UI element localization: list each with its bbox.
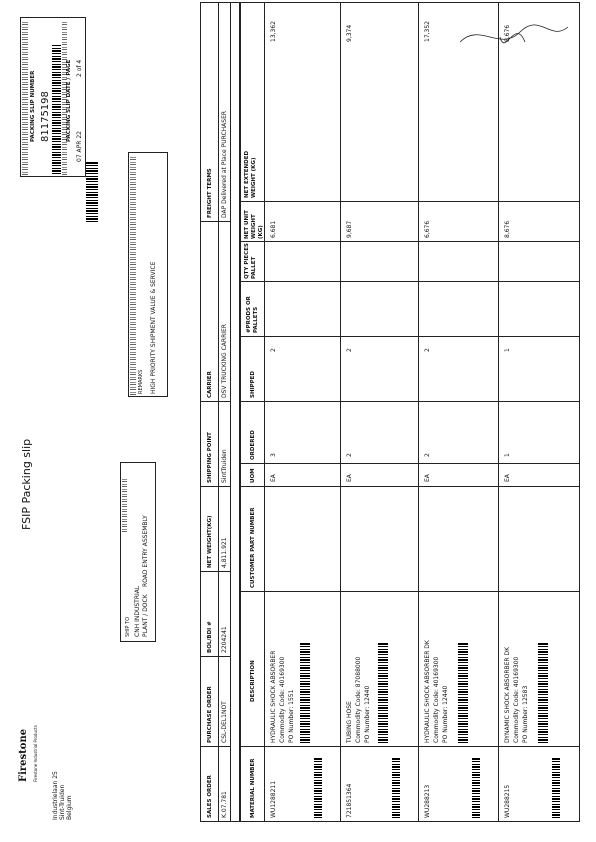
- header-bol-label: BOL/BDI #: [207, 621, 213, 653]
- header-freight-terms-value: DAP Delivered at Place PURCHASER: [221, 110, 228, 218]
- shipper-address-line2: Sint-Truiden: [59, 784, 66, 820]
- header-freight-terms-label: FREIGHT TERMS: [207, 168, 213, 218]
- slip-page: 2 of 4: [76, 59, 83, 77]
- order-header-table: [200, 2, 240, 822]
- row-barcode-2: [552, 758, 560, 818]
- row-barcode: [378, 643, 388, 743]
- column-description: DESCRIPTION: [250, 660, 256, 702]
- uom: EA: [424, 474, 431, 482]
- slip-number: 81175198: [40, 91, 51, 142]
- shipper-address-line1: Industrielaan 25: [52, 771, 59, 820]
- header-carrier-label: CARRIER: [207, 371, 213, 398]
- slip-number-noise: [22, 20, 28, 175]
- slip-number-label: PACKING SLIP NUMBER: [30, 70, 36, 142]
- company-logo: Firestone: [18, 728, 29, 782]
- ship-to-label: SHIP TO: [125, 616, 131, 637]
- header-carrier-value: DSV TRUCKING CARRIER: [221, 324, 228, 398]
- logo-tagline: Firestone Industrial Products: [33, 725, 38, 782]
- remarks-label: REMARKS: [138, 369, 144, 394]
- ship-to-line2: PLANT / DOCK: [142, 594, 149, 637]
- material-number: WU288215: [504, 784, 511, 818]
- description-line2: Commodity Code: 40169300: [279, 656, 286, 743]
- material-number: WU288213: [424, 784, 431, 818]
- ordered-qty: 2: [346, 453, 353, 457]
- column-ordered: ORDERED: [250, 430, 256, 460]
- header-net-weight-label: NET WEIGHT(KG): [207, 515, 213, 568]
- header-sales-order-value: K.07.781: [221, 791, 228, 818]
- row-barcode: [538, 643, 548, 743]
- remarks-text: HIGH PRIORITY SHIPMENT VALUE & SERVICE: [150, 261, 157, 394]
- ship-to-line3: ROAD ENTRY ASSEMBLY: [142, 515, 149, 587]
- row-barcode: [458, 643, 468, 743]
- slip-date: 07 APR 22: [76, 131, 83, 162]
- header-purchase-order-value: CSL-DEL1NOT: [221, 701, 228, 743]
- description-line2: Commodity Code: 87088000: [355, 656, 362, 743]
- column-uom: UOM: [250, 468, 256, 483]
- row-barcode-2: [472, 758, 480, 818]
- shipped-qty: 2: [424, 348, 431, 352]
- description-line1: HYDRAULIC SHOCK ABSORBER DK: [424, 640, 431, 743]
- shipper-address-line3: Belgium: [66, 795, 73, 820]
- ordered-qty: 2: [424, 453, 431, 457]
- description-line3: PO Number: 12583: [522, 685, 529, 743]
- ship-to-label-noise: [122, 477, 127, 532]
- description-line3: PO Number: 12440: [442, 685, 449, 743]
- slip-date-label: PACKING SLIP DATE / PAGE: [66, 59, 72, 142]
- material-number: 721851364: [346, 783, 353, 818]
- ordered-qty: 3: [270, 453, 277, 457]
- material-number: WU1288211: [270, 780, 277, 818]
- slip-number-barcode: [52, 44, 61, 174]
- header-bol-value: 2204241: [221, 626, 228, 653]
- column-qty-pieces: QTY PIECES PALLET: [244, 243, 257, 279]
- net-unit-weight: 6,681: [270, 220, 277, 238]
- description-line1: HYDRAULIC SHOCK ABSORBER: [270, 650, 277, 743]
- uom: EA: [270, 474, 277, 482]
- uom: EA: [346, 474, 353, 482]
- net-extended-weight: 9,374: [346, 24, 353, 42]
- remarks-noise: [130, 155, 136, 395]
- column-net-unit-weight: NET UNIT WEIGHT (KG): [244, 210, 264, 239]
- row-barcode-2: [314, 758, 322, 818]
- header-net-weight-value: 4,811.921: [221, 537, 228, 568]
- row-barcode: [300, 643, 310, 743]
- description-line2: Commodity Code: 40169300: [433, 656, 440, 743]
- column-net-extended-weight: NET EXTENDED WEIGHT (KG): [244, 150, 257, 198]
- description-line3: PO Number: 12440: [364, 685, 371, 743]
- shipped-qty: 2: [270, 348, 277, 352]
- net-unit-weight: 8,676: [504, 220, 511, 238]
- shipped-qty: 1: [504, 348, 511, 352]
- net-unit-weight: 9,687: [346, 220, 353, 238]
- net-extended-weight: 17,352: [424, 21, 431, 42]
- header-sales-order-label: SALES ORDER: [207, 775, 213, 818]
- shipped-qty: 2: [346, 348, 353, 352]
- slip-date-barcode: [86, 162, 98, 222]
- header-shipping-point-value: SintTruiden: [221, 449, 228, 483]
- net-extended-weight: 8,676: [504, 24, 511, 42]
- row-barcode-2: [392, 758, 400, 818]
- description-line1: TUBING HOSE: [346, 701, 353, 743]
- description-line3: PO Number: 1551: [288, 689, 295, 743]
- ordered-qty: 1: [504, 453, 511, 457]
- header-purchase-order-label: PURCHASE ORDER: [207, 686, 213, 743]
- header-shipping-point-label: SHIPPING POINT: [207, 432, 213, 483]
- description-line1: DYNAMIC SHOCK ABSORBER DK: [504, 646, 511, 743]
- column-shipped: SHIPPED: [250, 371, 256, 398]
- document-title: FSIP Packing slip: [20, 438, 33, 530]
- description-line2: Commodity Code: 40169300: [513, 656, 520, 743]
- net-extended-weight: 13,362: [270, 21, 277, 42]
- uom: EA: [504, 474, 511, 482]
- signature-scribble: [460, 12, 570, 62]
- column-pallets: #PRODS OR PALLETS: [246, 296, 259, 333]
- ship-to-line1: CNH INDUSTRIAL: [134, 585, 141, 637]
- column-customer-part-number: CUSTOMER PART NUMBER: [250, 507, 256, 588]
- column-material-number: MATERIAL NUMBER: [250, 758, 256, 818]
- net-unit-weight: 6,676: [424, 220, 431, 238]
